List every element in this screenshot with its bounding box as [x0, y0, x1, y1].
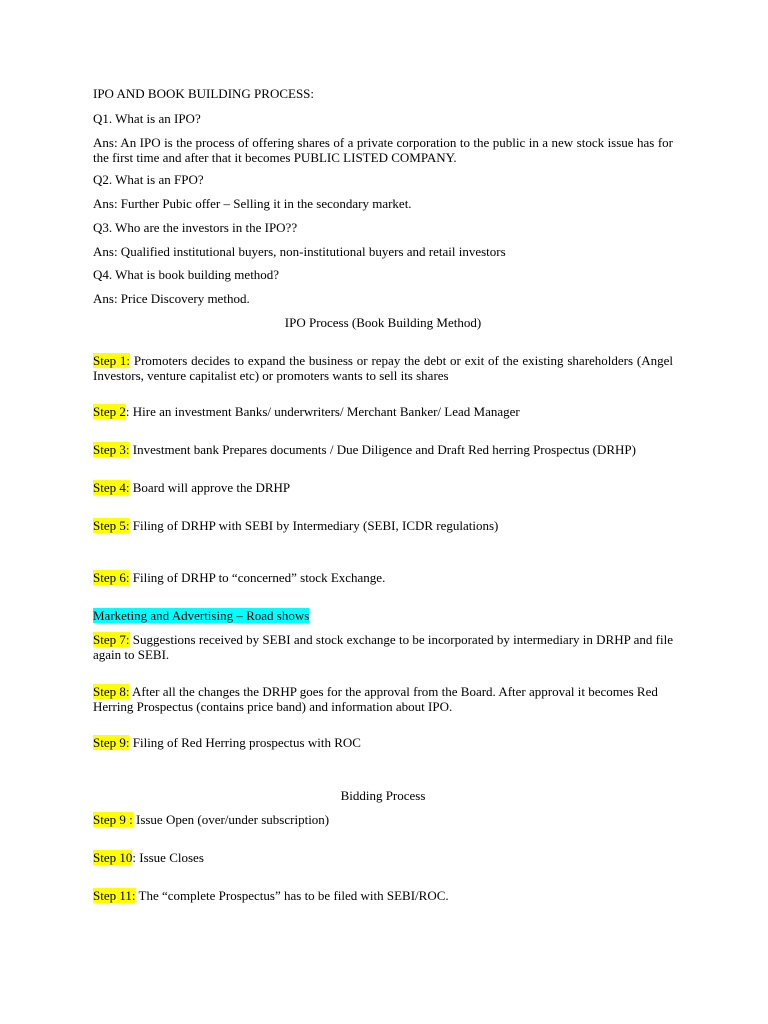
section-heading-book-building: IPO Process (Book Building Method) — [284, 315, 482, 330]
step-text: Filing of DRHP to “concerned” stock Exchange. — [129, 570, 386, 585]
step-label: Step 9: — [93, 735, 130, 750]
step-8 — [93, 685, 673, 714]
step-3 — [93, 443, 673, 458]
step-1 — [93, 354, 673, 383]
step-text: Board will approve the DRHP — [129, 480, 291, 495]
step-2 — [93, 405, 673, 420]
question-1: Q1. What is an IPO? — [93, 111, 201, 126]
step-label: Step 1: — [93, 353, 131, 368]
step-text: : Hire an investment Banks/ underwriters/ Merchant Banker/ Lead Manager — [125, 404, 520, 419]
step-text: : Issue Closes — [132, 850, 204, 865]
step-label: Step 10 — [93, 850, 133, 865]
section-heading-bidding: Bidding Process — [340, 788, 426, 803]
marketing-heading-text: Marketing and Advertising – Road shows — [93, 608, 310, 623]
step-label: Step 2 — [93, 404, 126, 419]
document-title: IPO AND BOOK BUILDING PROCESS: — [93, 86, 315, 101]
question-2: Q2. What is an FPO? — [93, 172, 204, 187]
step-label: Step 3: — [93, 442, 130, 457]
step-7 — [93, 633, 673, 662]
step-11 — [93, 889, 673, 904]
step-6 — [93, 571, 673, 586]
step-text: Filing of Red Herring prospectus with ROC — [129, 735, 361, 750]
answer-1: Ans: An IPO is the process of offering shares of a private corporation to the public in a new stock issue has for the first time and after that it becomes PUBLIC LISTED COMPANY. — [93, 135, 673, 165]
step-text: Promoters decides to expand the business or repay the debt or exit of the existing shareholders (Angel Investors, venture capitalist etc) or promoters wants to sell its shares — [93, 353, 673, 383]
step-text: Issue Open (over/under subscription) — [132, 812, 330, 827]
marketing-heading — [93, 609, 673, 624]
step-label: Step 5: — [93, 518, 130, 533]
step-9-issue-open — [93, 813, 673, 828]
step-5 — [93, 519, 673, 534]
step-text: Filing of DRHP with SEBI by Intermediary (SEBI, ICDR regulations) — [129, 518, 499, 533]
step-label: Step 9 : — [93, 812, 133, 827]
step-9 — [93, 736, 673, 751]
question-3: Q3. Who are the investors in the IPO?? — [93, 220, 298, 235]
step-text: The “complete Prospectus” has to be filed with SEBI/ROC. — [135, 888, 449, 903]
step-label: Step 7: — [93, 632, 130, 647]
answer-2: Ans: Further Pubic offer – Selling it in the secondary market. — [93, 196, 412, 211]
step-label: Step 4: — [93, 480, 130, 495]
step-label: Step 8: — [93, 684, 130, 699]
step-text: Investment bank Prepares documents / Due Diligence and Draft Red herring Prospectus (DRHP) — [129, 442, 636, 457]
answer-3: Ans: Qualified institutional buyers, non-institutional buyers and retail investors — [93, 244, 506, 259]
answer-4: Ans: Price Discovery method. — [93, 291, 250, 306]
step-label: Step 6: — [93, 570, 130, 585]
step-text: Suggestions received by SEBI and stock exchange to be incorporated by intermediary in DRHP and file again to SEBI. — [93, 632, 673, 662]
step-10 — [93, 851, 673, 866]
step-text: After all the changes the DRHP goes for the approval from the Board. After approval it becomes Red Herring Prospectus (contains price band) and information about IPO. — [93, 684, 658, 714]
question-4: Q4. What is book building method? — [93, 267, 280, 282]
step-label: Step 11: — [93, 888, 136, 903]
step-4 — [93, 481, 673, 496]
